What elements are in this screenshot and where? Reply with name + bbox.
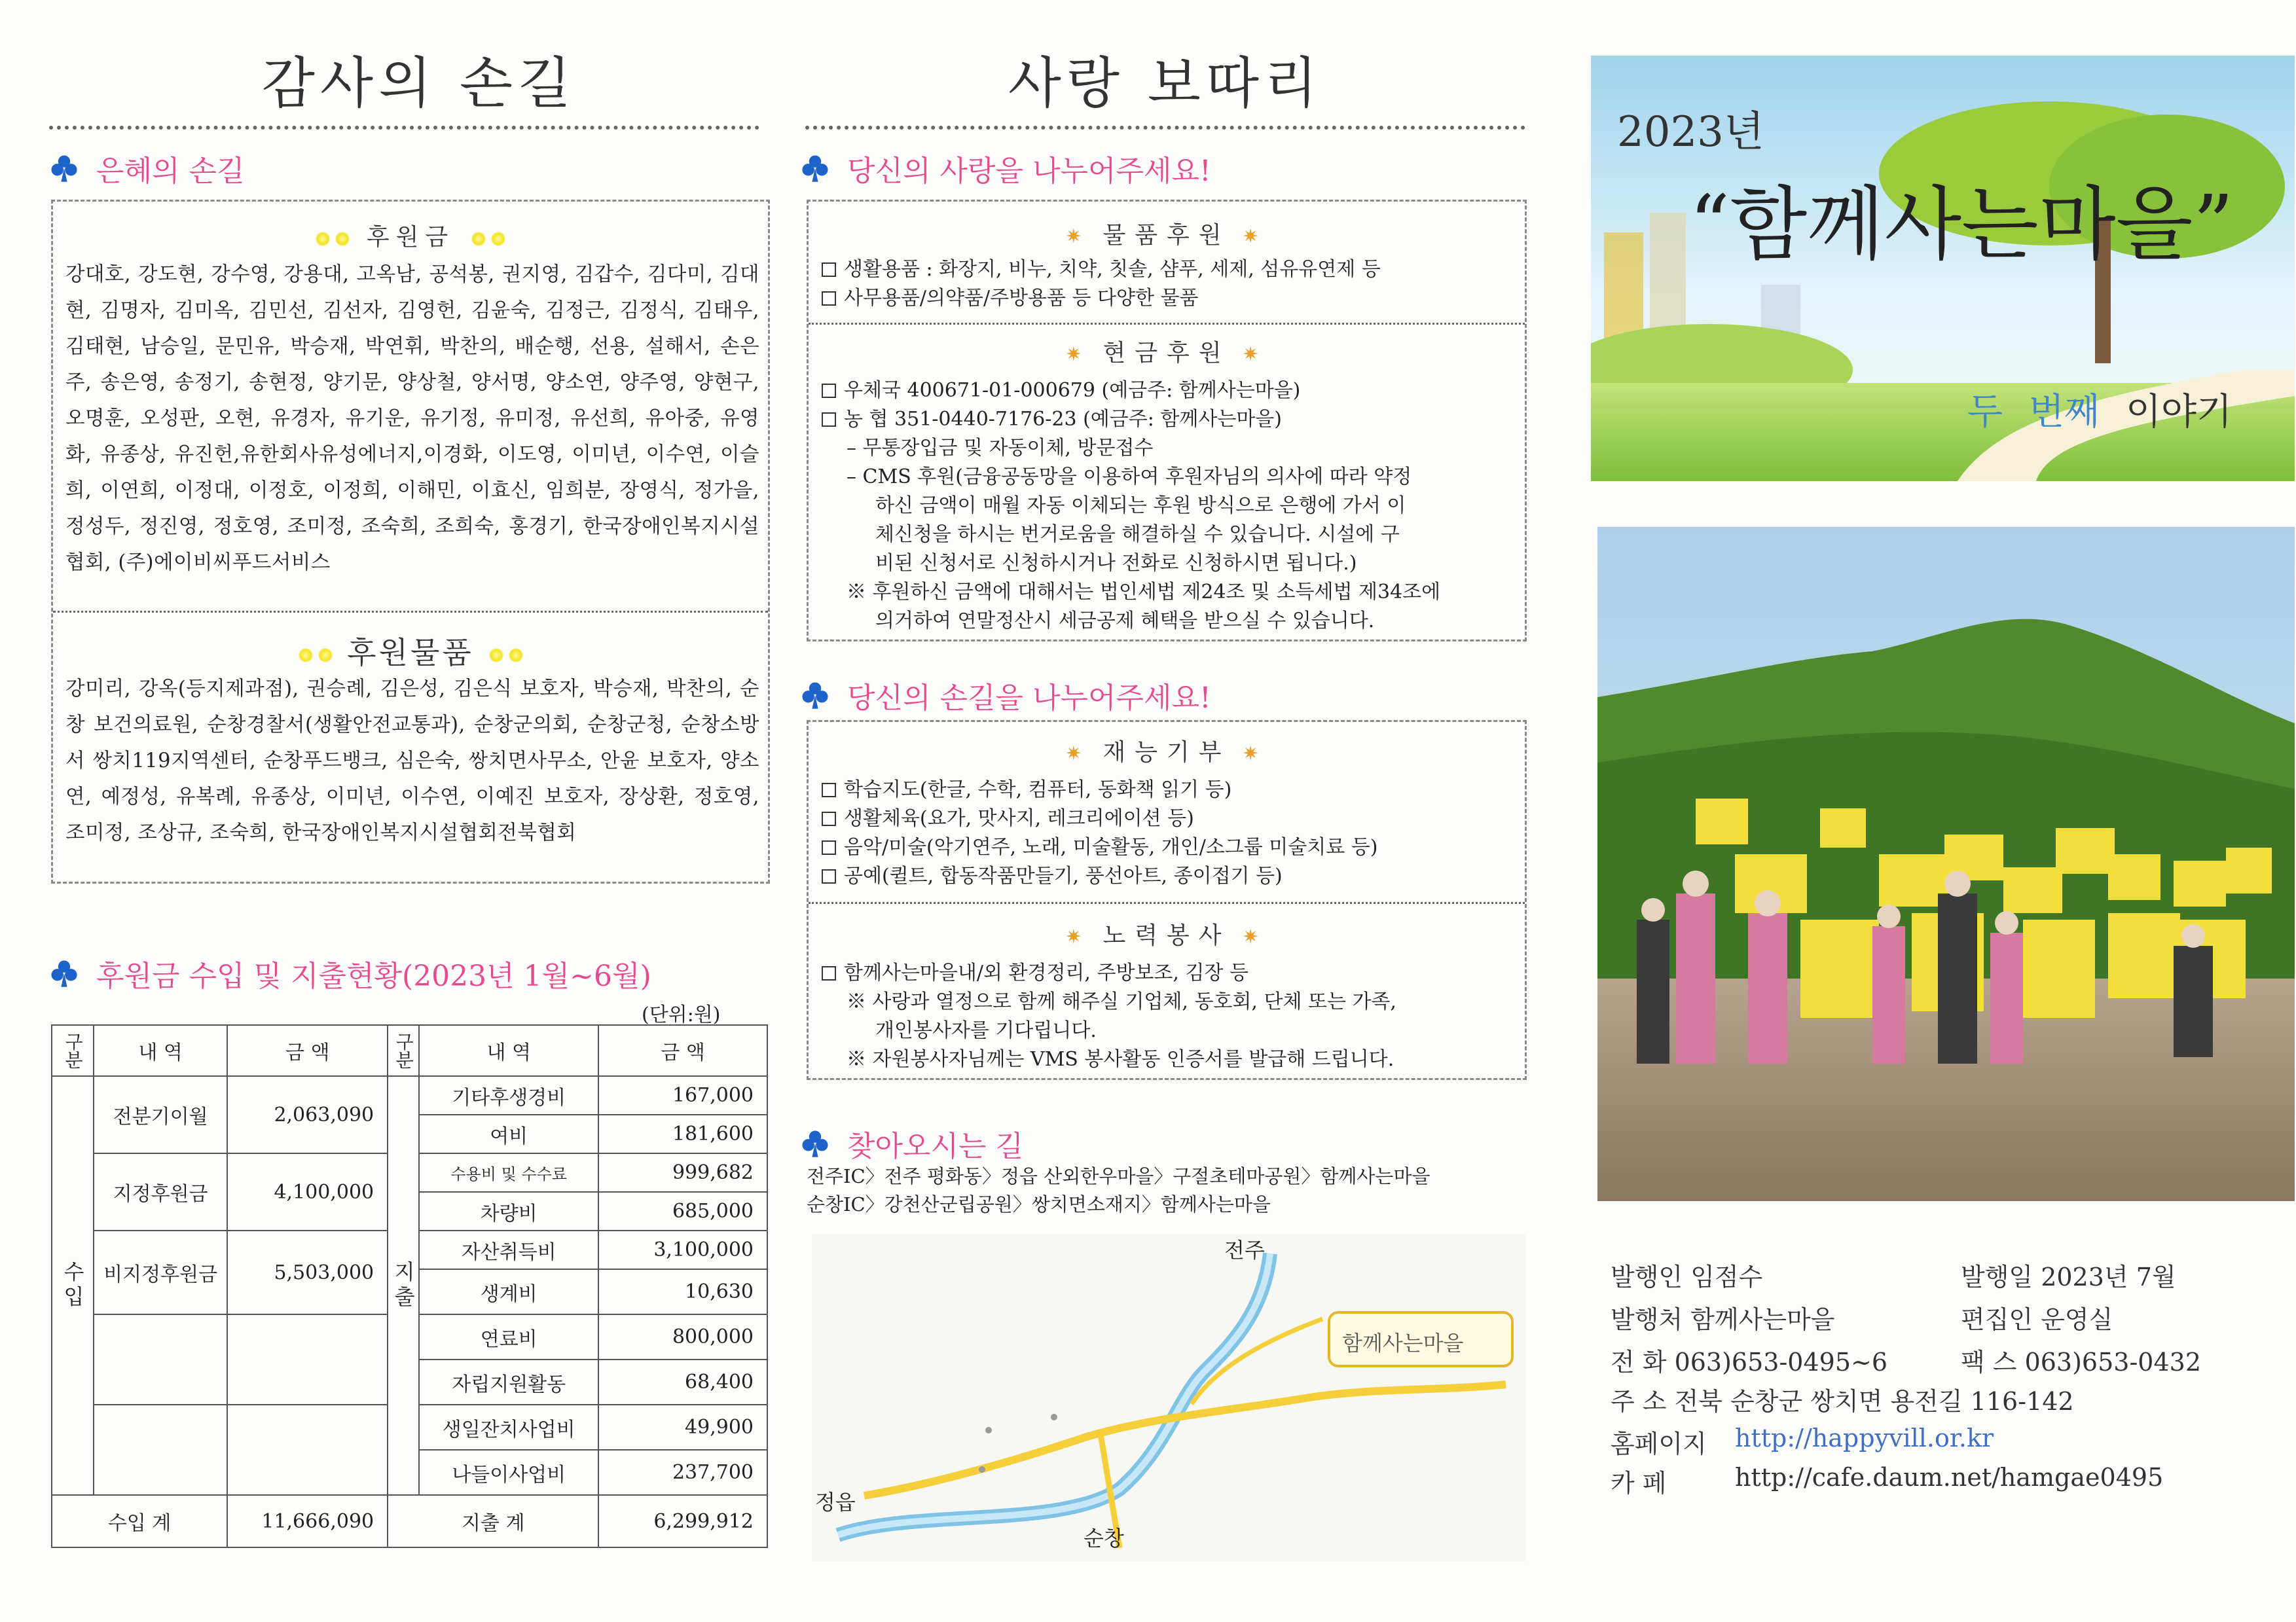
map-label-village: 함께사는마을 bbox=[1342, 1331, 1464, 1356]
group-photo-graphic bbox=[1597, 527, 2295, 1201]
glow-icon bbox=[316, 232, 330, 246]
donation-money-heading bbox=[51, 219, 770, 252]
star-icon: ✷ bbox=[1065, 742, 1091, 765]
expense-name: 나들이사업비 bbox=[419, 1450, 598, 1495]
list-item bbox=[822, 405, 1522, 434]
list-item: 하신 금액이 매월 자동 이체되는 후원 방식으로 은행에 가서 이 bbox=[875, 494, 1406, 517]
cover-title: “함께사는마을” bbox=[1689, 178, 2234, 271]
checkbox-icon bbox=[822, 812, 836, 826]
love-section-heading bbox=[800, 147, 1211, 189]
expense-amount: 3,100,000 bbox=[598, 1231, 767, 1269]
expense-name: 차량비 bbox=[419, 1192, 598, 1231]
gubun-header: 구분 bbox=[52, 1025, 94, 1076]
list-item bbox=[822, 804, 1377, 833]
glow-icon bbox=[489, 648, 503, 662]
list-item bbox=[822, 862, 1377, 891]
directions-map bbox=[812, 1234, 1525, 1561]
expense-amount: 68,400 bbox=[598, 1360, 767, 1405]
income-empty-cell bbox=[227, 1405, 388, 1495]
list-item bbox=[822, 776, 1377, 804]
income-amount: 4,100,000 bbox=[227, 1153, 388, 1231]
cafe-link[interactable]: http://cafe.daum.net/hamgae0495 bbox=[1735, 1463, 2164, 1492]
list-item: 의거하여 연말정산시 세금공제 혜택을 받으실 수 있습니다. bbox=[875, 609, 1375, 632]
cover-subtitle-part: 번째 bbox=[2028, 391, 2100, 433]
star-icon: ✷ bbox=[1065, 343, 1091, 366]
donation-money-list: 강대호, 강도현, 강수영, 강용대, 고옥남, 공석봉, 권지영, 김갑수, 김다미, 김대현, 김명자, 김미옥, 김민선, 김선자, 김영헌, 김윤숙, 김정근, 김정식, 김태우, 김태현, 남승일, 문민유, 박승재, 박연휘, 박찬의, 배순행, 선용, 설해서, 손은주, 송은영, 송정기, 송현정, 양기문, 양상철, 양서명, 양소연, 양주영, 양현구, 오명훈, 오성판, 오현, 유경자, 유기운, 유기정, 유미정, 유선희, 유아중, 유영화, 유종상, 유진헌,유한회사유성에너지,이경화, 이도영, 이미년, 이수연, 이슬희, 이연희, 이정대, 이정호, 이정희, 이해민, 이효신, 임희분, 장영식, 정가을, 정성두, 정진영, 정호영, 조미정, 조숙희, 조희숙, 홍경기, 한국장애인복지시설협회, (주)에이비씨푸드서비스 bbox=[65, 263, 759, 574]
income-empty-cell bbox=[94, 1314, 227, 1405]
star-icon: ✷ bbox=[1065, 926, 1091, 948]
glow-icon bbox=[471, 232, 486, 246]
map-label-jeonju: 전주 bbox=[1224, 1238, 1265, 1263]
expense-amount: 10,630 bbox=[598, 1269, 767, 1314]
glow-icon bbox=[335, 232, 350, 246]
blessing-section-label: 은혜의 손길 bbox=[96, 154, 245, 188]
expense-amount: 167,000 bbox=[598, 1076, 767, 1115]
cash-support-heading bbox=[807, 334, 1527, 368]
list-item bbox=[822, 376, 1522, 405]
cash-support-title: 현금후원 bbox=[1102, 340, 1231, 367]
list-item-text: 함께사는마을내/외 환경정리, 주방보조, 김장 등 bbox=[844, 962, 1248, 984]
hands-section-heading bbox=[800, 674, 1211, 716]
volunteer-box-divider bbox=[809, 902, 1525, 904]
support-box-divider bbox=[809, 323, 1525, 325]
middle-title: 사랑 보따리 bbox=[1008, 51, 1323, 115]
labor-heading bbox=[807, 917, 1527, 950]
expense-total-label: 지출 계 bbox=[388, 1495, 598, 1547]
route-sunchang: 순창IC〉강천산군립공원〉쌍치면소재지〉함께사는마을 bbox=[807, 1193, 1271, 1216]
cafe-label: 카 페 bbox=[1611, 1469, 1667, 1498]
finance-section-label: 후원금 수입 및 지출현황(2023년 1월~6월) bbox=[96, 960, 651, 993]
list-item-text: 생활체육(요가, 맛사지, 레크리에이션 등) bbox=[844, 807, 1194, 830]
donor-box-divider bbox=[53, 611, 768, 613]
expense-amount: 999,682 bbox=[598, 1153, 767, 1192]
labor-list bbox=[822, 959, 1396, 1074]
middle-title-divider bbox=[805, 126, 1525, 130]
expense-amount: 49,900 bbox=[598, 1405, 767, 1450]
list-item: – 무통장입금 및 자동이체, 방문접수 bbox=[847, 437, 1154, 460]
list-item bbox=[822, 284, 1381, 313]
phone: 전 화 063)653-0495~6 bbox=[1611, 1348, 1888, 1377]
glow-icon bbox=[491, 232, 505, 246]
star-icon: ✷ bbox=[1065, 225, 1091, 248]
income-empty-cell bbox=[94, 1405, 227, 1495]
star-icon: ✷ bbox=[1242, 742, 1268, 765]
expense-name: 생계비 bbox=[419, 1269, 598, 1314]
donation-goods-list: 강미리, 강옥(등지제과점), 권승례, 김은성, 김은식 보호자, 박승재, 박찬의, 순창 보건의료원, 순창경찰서(생활안전교통과), 순창군의회, 순창군청, 순창소방서 쌍치119지역센터, 순창푸드뱅크, 심은숙, 쌍치면사무소, 안윤 보호자, 양소연, 예정성, 유복례, 유종상, 이미년, 이수연, 이예진 보호자, 장상환, 정호영, 조미정, 조상규, 조숙희, 한국장애인복지시설협회전북협회 bbox=[65, 677, 759, 844]
list-item: ※ 자원봉사자님께는 VMS 봉사활동 인증서를 발급해 드립니다. bbox=[847, 1048, 1394, 1071]
left-title-divider bbox=[49, 126, 759, 130]
map-graphic bbox=[812, 1234, 1525, 1561]
expense-amount: 237,700 bbox=[598, 1450, 767, 1495]
expense-name: 자립지원활동 bbox=[419, 1360, 598, 1405]
income-total: 11,666,090 bbox=[227, 1495, 388, 1547]
gubun-header: 구분 bbox=[388, 1025, 419, 1076]
income-label: 수입 bbox=[52, 1076, 94, 1495]
list-item: – CMS 후원(금융공동망을 이용하여 후원자님의 의사에 따라 약정 bbox=[847, 465, 1412, 488]
club-icon bbox=[800, 680, 830, 710]
map-label-sunchang: 순창 bbox=[1084, 1526, 1124, 1551]
club-icon bbox=[49, 958, 79, 988]
income-empty-cell bbox=[227, 1314, 388, 1405]
list-item-text: 사무용품/의약품/주방용품 등 다양한 물품 bbox=[844, 287, 1199, 310]
group-photo bbox=[1597, 527, 2295, 1201]
address: 주 소 전북 순창군 쌍치면 용전길 116-142 bbox=[1611, 1387, 2074, 1416]
publisher: 발행인 임점수 bbox=[1611, 1263, 1763, 1291]
list-item-text: 학습지도(한글, 수학, 컴퓨터, 동화책 읽기 등) bbox=[844, 778, 1232, 801]
directions-section-heading bbox=[800, 1123, 1023, 1164]
expense-label: 지출 bbox=[388, 1076, 419, 1495]
homepage-label: 홈페이지 bbox=[1611, 1430, 1707, 1458]
club-icon bbox=[49, 153, 79, 183]
expense-name: 생일잔치사업비 bbox=[419, 1405, 598, 1450]
talent-heading bbox=[807, 734, 1527, 767]
homepage-link[interactable]: http://happyvill.or.kr bbox=[1735, 1424, 1994, 1452]
expense-name: 연료비 bbox=[419, 1314, 598, 1360]
list-item-text: 공예(퀼트, 합동작품만들기, 풍선아트, 종이접기 등) bbox=[844, 865, 1283, 888]
list-item-text: 농 협 351-0440-7176-23 (예금주: 함께사는마을) bbox=[844, 408, 1282, 431]
glow-icon bbox=[318, 648, 333, 662]
list-item bbox=[822, 959, 1396, 988]
list-item: ※ 사랑과 열정으로 함께 해주실 기업체, 동호회, 단체 또는 가족, bbox=[847, 990, 1396, 1013]
list-item: 개인봉사자를 기다립니다. bbox=[875, 1019, 1097, 1042]
publishing-office: 발행처 함께사는마을 bbox=[1611, 1305, 1835, 1334]
expense-name: 자산취득비 bbox=[419, 1231, 598, 1269]
glow-icon bbox=[509, 648, 523, 662]
income-amount: 2,063,090 bbox=[227, 1076, 388, 1153]
list-item-text: 생활용품 : 화장지, 비누, 치약, 칫솔, 샴푸, 세제, 섬유유연제 등 bbox=[844, 258, 1381, 281]
star-icon: ✷ bbox=[1242, 343, 1268, 366]
checkbox-icon bbox=[822, 412, 836, 427]
goods-support-title: 물품후원 bbox=[1102, 222, 1231, 249]
checkbox-icon bbox=[822, 869, 836, 884]
donation-goods-heading bbox=[51, 629, 770, 672]
goods-support-heading bbox=[807, 217, 1527, 250]
route-jeonju: 전주IC〉전주 평화동〉정읍 산외한우마을〉구절초테마공원〉함께사는마을 bbox=[807, 1165, 1430, 1187]
donation-goods-title: 후원물품 bbox=[347, 635, 474, 670]
map-label-jeongeup: 정읍 bbox=[815, 1490, 856, 1515]
table-row bbox=[52, 1076, 767, 1115]
talent-title: 재능기부 bbox=[1102, 739, 1231, 766]
checkbox-icon bbox=[822, 291, 836, 306]
expense-total: 6,299,912 bbox=[598, 1495, 767, 1547]
directions-section-label: 찾아오시는 길 bbox=[847, 1130, 1024, 1163]
income-amount-header: 금 액 bbox=[227, 1025, 388, 1076]
income-item-header: 내 역 bbox=[94, 1025, 227, 1076]
fax: 팩 스 063)653-0432 bbox=[1961, 1348, 2202, 1377]
expense-item-header: 내 역 bbox=[419, 1025, 598, 1076]
list-item bbox=[822, 833, 1377, 862]
expense-name: 수용비 및 수수료 bbox=[419, 1153, 598, 1192]
expense-name: 기타후생경비 bbox=[419, 1076, 598, 1115]
list-item: ※ 후원하신 금액에 대해서는 법인세법 제24조 및 소득세법 제34조에 bbox=[847, 581, 1441, 604]
expense-amount: 800,000 bbox=[598, 1314, 767, 1360]
donation-money-title: 후원금 bbox=[366, 224, 455, 251]
checkbox-icon bbox=[822, 966, 836, 981]
love-section-label: 당신의 사랑을 나누어주세요! bbox=[847, 154, 1211, 188]
list-item: 비된 신청서로 신청하시거나 전화로 신청하시면 됩니다.) bbox=[875, 552, 1357, 575]
left-title: 감사의 손길 bbox=[261, 51, 577, 115]
editor: 편집인 운영실 bbox=[1961, 1305, 2113, 1334]
talent-list bbox=[822, 776, 1377, 891]
checkbox-icon bbox=[822, 783, 836, 797]
income-total-label: 수입 계 bbox=[52, 1495, 227, 1547]
labor-title: 노력봉사 bbox=[1102, 922, 1231, 949]
income-name: 지정후원금 bbox=[94, 1153, 227, 1231]
expense-amount: 181,600 bbox=[598, 1115, 767, 1153]
glow-icon bbox=[299, 648, 313, 662]
finance-table bbox=[51, 1024, 768, 1548]
cover-subtitle-part: 두 bbox=[1967, 391, 2003, 433]
expense-amount: 685,000 bbox=[598, 1192, 767, 1231]
expense-amount-header: 금 액 bbox=[598, 1025, 767, 1076]
checkbox-icon bbox=[822, 384, 836, 398]
cover-year: 2023년 bbox=[1617, 108, 1764, 156]
cash-support-list bbox=[822, 376, 1522, 636]
income-amount: 5,503,000 bbox=[227, 1231, 388, 1314]
unit-label: (단위:원) bbox=[642, 1003, 721, 1026]
expense-name: 여비 bbox=[419, 1115, 598, 1153]
checkbox-icon bbox=[822, 840, 836, 855]
list-item-text: 우체국 400671-01-000679 (예금주: 함께사는마을) bbox=[844, 379, 1301, 402]
income-name: 전분기이월 bbox=[94, 1076, 227, 1153]
star-icon: ✷ bbox=[1242, 225, 1268, 248]
income-name: 비지정후원금 bbox=[94, 1231, 227, 1314]
list-item-text: 음악/미술(악기연주, 노래, 미술활동, 개인/소그룹 미술치료 등) bbox=[844, 836, 1378, 859]
club-icon bbox=[800, 1128, 830, 1159]
cover-subtitle-part: 이야기 bbox=[2125, 391, 2232, 433]
finance-table-header bbox=[52, 1025, 767, 1076]
goods-support-list bbox=[822, 255, 1381, 313]
publish-date: 발행일 2023년 7월 bbox=[1961, 1263, 2176, 1291]
finance-section-heading bbox=[49, 952, 651, 994]
list-item: 체신청을 하시는 번거로움을 해결하실 수 있습니다. 시설에 구 bbox=[875, 523, 1400, 546]
finance-total-row bbox=[52, 1495, 767, 1547]
star-icon: ✷ bbox=[1242, 926, 1268, 948]
list-item bbox=[822, 255, 1381, 284]
blessing-section-heading bbox=[49, 147, 245, 189]
checkbox-icon bbox=[822, 262, 836, 277]
club-icon bbox=[800, 153, 830, 183]
hands-section-label: 당신의 손길을 나누어주세요! bbox=[847, 681, 1211, 715]
cover-subtitle bbox=[1967, 383, 2232, 435]
